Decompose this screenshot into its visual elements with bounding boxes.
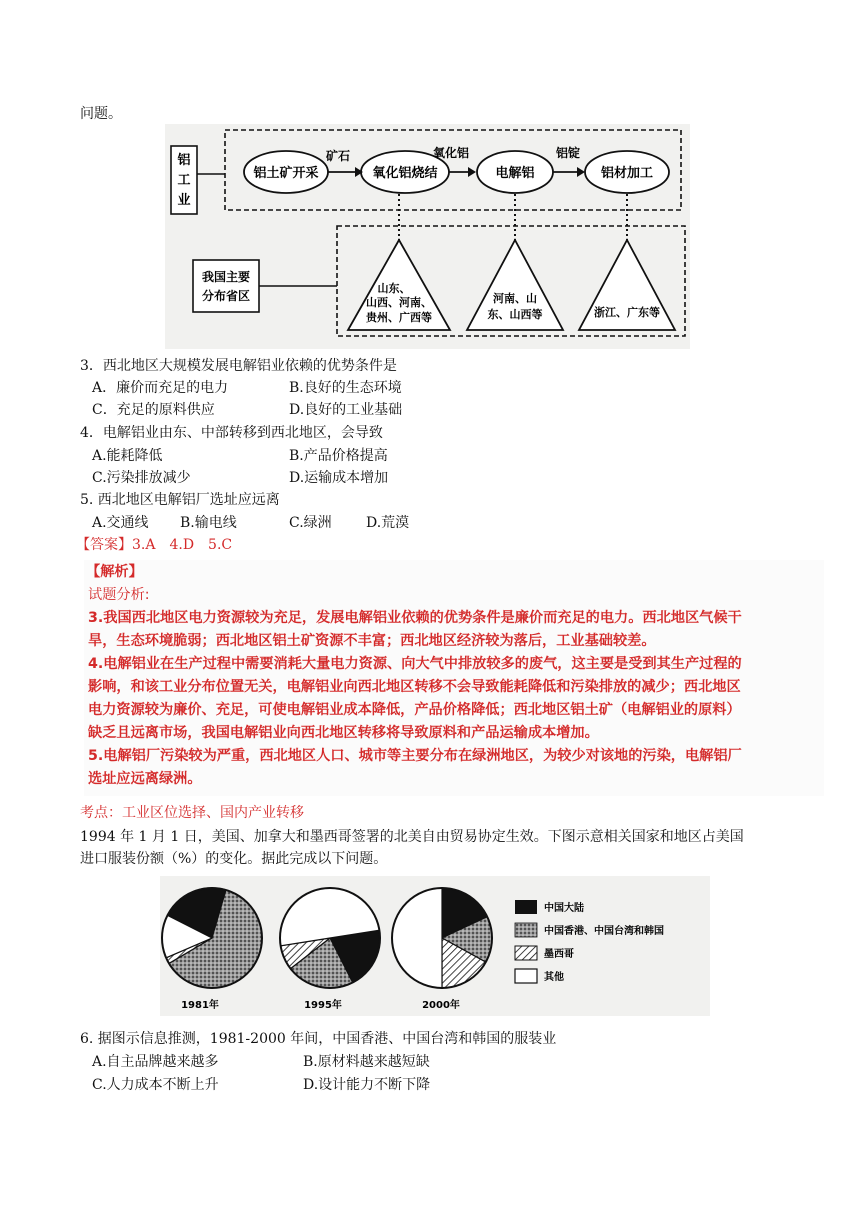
q6-option-b: B.原材料越来越短缺 (303, 1054, 430, 1070)
pie-2000 (392, 888, 492, 988)
kaodian: 考点：工业区位选择、国内产业转移 (80, 805, 304, 821)
intro-line-2: 进口服装份额（%）的变化。据此完成以下问题。 (80, 851, 388, 867)
q5-option-a: A.交通线 (92, 515, 149, 531)
q6-stem: 6. 据图示信息推测，1981-2000 年间，中国香港、中国台湾和韩国的服装业 (80, 1031, 557, 1047)
q3-option-c: C．充足的原料供应 (92, 402, 215, 418)
legend-swatch-hk-tw-kr (515, 923, 537, 937)
answer-line: 【答案】3.A 4.D 5.C (76, 537, 233, 553)
legend-label-other: 其他 (544, 972, 564, 983)
stage-1-label: 铝土矿开采 (253, 166, 319, 181)
analysis-line-7: 5.电解铝厂污染较为严重，西北地区人口、城市等主要分布在绿洲地区，为较少对该地的污染，电解铝厂 (88, 748, 742, 764)
q5-stem: 5. 西北地区电解铝厂选址应远离 (80, 492, 280, 508)
pie-1995 (280, 888, 380, 988)
triangle-1-line-3: 贵州、广西等 (366, 311, 432, 324)
q5-option-b: B.输电线 (180, 515, 237, 531)
legend-swatch-other (515, 969, 537, 983)
q4-option-c: C.污染排放减少 (92, 470, 191, 486)
analysis-line-8: 选址应远离绿洲。 (88, 771, 202, 787)
analysis-title: 【解析】 (86, 564, 143, 580)
triangle-3-line-1: 浙江、广东等 (594, 306, 660, 319)
analysis-line-4: 影响，和该工业分布位置无关，电解铝业向西北地区转移不会导致能耗降低和污染排放的减少；西北地区 (88, 679, 741, 695)
pie-year-1995: 1995年 (304, 1000, 342, 1011)
pie-charts-figure (160, 876, 710, 1016)
region-label-2: 分布省区 (201, 289, 251, 303)
q3-option-b: B.良好的生态环境 (289, 380, 402, 396)
pie-year-1981: 1981年 (181, 1000, 219, 1011)
analysis-subtitle: 试题分析: (88, 587, 150, 603)
stage-2-label: 氧化铝烧结 (372, 166, 438, 181)
stage-3-label: 电解铝 (495, 166, 535, 181)
q5-option-c: C.绿洲 (289, 515, 332, 531)
pie-1981 (162, 888, 262, 988)
q6-option-c: C.人力成本不断上升 (92, 1077, 219, 1093)
stage-4-label: 铝材加工 (600, 166, 654, 181)
side-label-1: 铝 (177, 153, 191, 168)
legend-label-hk-tw-kr: 中国香港、中国台湾和韩国 (544, 926, 664, 937)
q4-option-d: D.运输成本增加 (289, 470, 389, 486)
triangle-2-line-1: 河南、山 (493, 292, 537, 305)
analysis-line-5: 电力资源较为廉价、充足，可使电解铝业成本降低，产品价格降低；西北地区铝土矿（电解铝业的原料） (88, 702, 741, 718)
intro-line-1: 1994 年 1 月 1 日，美国、加拿大和墨西哥签署的北美自由贸易协定生效。下图示意相关国家和地区占美国 (80, 829, 744, 845)
q4-option-b: B.产品价格提高 (289, 448, 388, 464)
triangle-1-line-2: 山西、河南、 (366, 296, 432, 309)
q5-option-d: D.荒漠 (366, 515, 410, 531)
q3-option-a: A．廉价而充足的电力 (92, 380, 229, 396)
top-text: 问题。 (80, 106, 122, 122)
q3-stem: 3．西北地区大规模发展电解铝业依赖的优势条件是 (80, 358, 397, 374)
region-label-1: 我国主要 (201, 270, 251, 284)
legend-swatch-mainland (515, 900, 537, 914)
pie3-slice-other (392, 888, 442, 988)
triangle-2-line-2: 东、山西等 (487, 308, 543, 321)
analysis-line-2: 旱，生态环境脆弱；西北地区铝土矿资源不丰富；西北地区经济较为落后，工业基础较差。 (88, 633, 656, 649)
analysis-line-3: 4.电解铝业在生产过程中需要消耗大量电力资源、向大气中排放较多的废气，这主要是受到其生产过程的 (88, 656, 742, 672)
analysis-line-1: 3.我国西北地区电力资源较为充足，发展电解铝业依赖的优势条件是廉价而充足的电力。西北地区气候干 (88, 610, 742, 626)
product-3: 铝锭 (555, 146, 581, 160)
q6-option-a: A.自主品牌越来越多 (92, 1054, 219, 1070)
side-label-2: 工 (177, 173, 191, 188)
legend-label-mexico: 墨西哥 (544, 949, 574, 960)
q6-option-d: D.设计能力不断下降 (303, 1077, 431, 1093)
side-label-3: 业 (177, 193, 191, 208)
q4-option-a: A.能耗降低 (92, 448, 163, 464)
aluminum-industry-diagram (165, 124, 690, 349)
q4-stem: 4．电解铝业由东、中部转移到西北地区，会导致 (80, 425, 383, 441)
pie-year-2000: 2000年 (422, 1000, 460, 1011)
product-1: 矿石 (325, 149, 351, 163)
q3-option-d: D.良好的工业基础 (289, 402, 403, 418)
legend-swatch-mexico (515, 946, 537, 960)
triangle-1-line-1: 山东、 (377, 282, 411, 295)
analysis-line-6: 缺乏且远离市场，我国电解铝业向西北地区转移将导致原料和产品运输成本增加。 (88, 725, 599, 741)
product-2: 氧化铝 (432, 146, 470, 160)
legend-label-mainland: 中国大陆 (544, 903, 584, 914)
